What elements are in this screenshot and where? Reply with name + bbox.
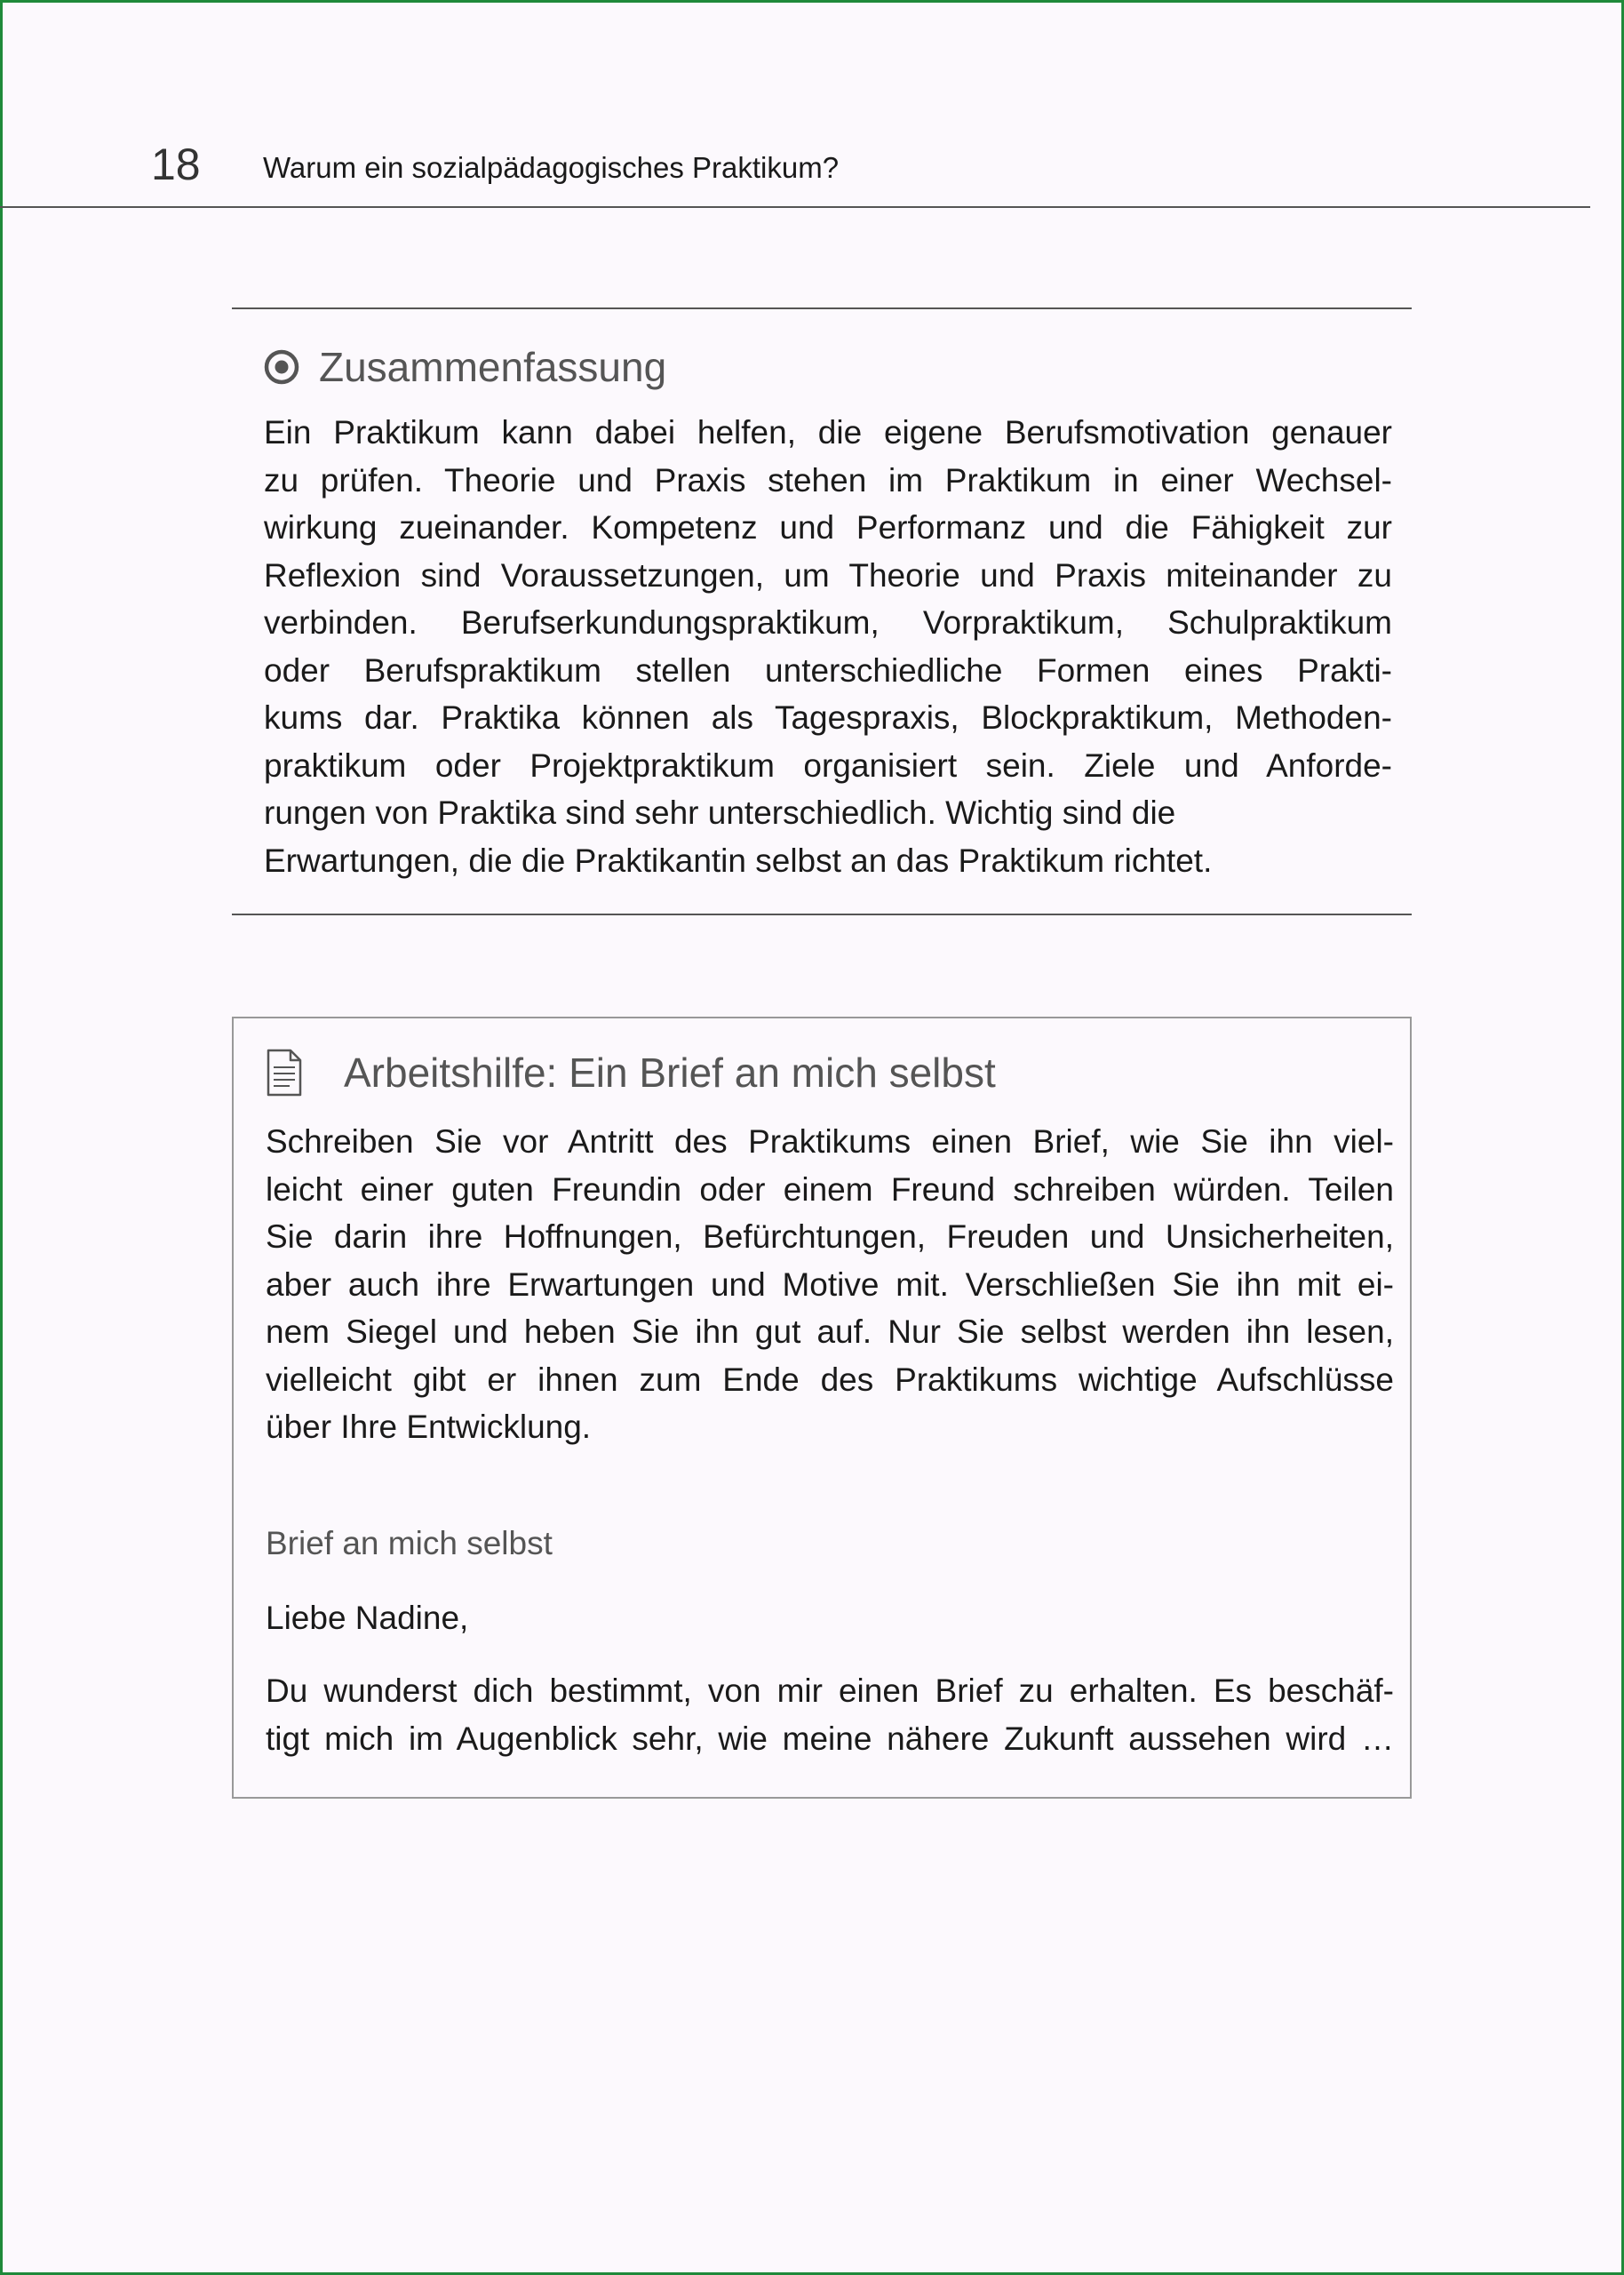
- summary-title: Zusammenfassung: [319, 344, 667, 390]
- target-icon: [264, 349, 299, 385]
- summary-heading: [264, 336, 666, 398]
- letter-line: Du wunderst dich bestimmt, von mir einen Brief zu erhalten. Es beschäf-: [266, 1672, 1394, 1709]
- page-number: 18: [151, 140, 201, 189]
- worksheet-line: Sie darin ihre Hoffnungen, Befürchtungen, Freuden und Unsicherheiten,: [266, 1218, 1394, 1255]
- summary-line: Reflexion sind Voraussetzungen, um Theorie und Praxis miteinander zu: [264, 556, 1392, 594]
- summary-section: [232, 307, 1412, 915]
- summary-line: Erwartungen, die die Praktikantin selbst an das Praktikum richtet.: [264, 842, 1213, 879]
- worksheet-box: [232, 1017, 1412, 1799]
- worksheet-title: Arbeitshilfe: Ein Brief an mich selbst: [344, 1050, 996, 1096]
- summary-line: wirkung zueinander. Kompetenz und Performanz und die Fähigkeit zur: [264, 509, 1392, 546]
- worksheet-line: leicht einer guten Freundin oder einem Freund schreiben würden. Teilen: [266, 1170, 1394, 1208]
- document-icon: [266, 1048, 303, 1098]
- summary-line: zu prüfen. Theorie und Praxis stehen im Praktikum in einer Wechsel-: [264, 461, 1392, 499]
- worksheet-line: nem Siegel und heben Sie ihn gut auf. Nur Sie selbst werden ihn lesen,: [266, 1313, 1394, 1350]
- running-title: Warum ein sozialpädagogisches Praktikum?: [263, 151, 840, 184]
- summary-line: oder Berufspraktikum stellen unterschiedliche Formen eines Prakti-: [264, 651, 1392, 689]
- summary-line: praktikum oder Projektpraktikum organisiert sein. Ziele und Anforde-: [264, 746, 1392, 784]
- running-header: [0, 133, 1590, 208]
- worksheet-line: über Ihre Entwicklung.: [266, 1409, 592, 1445]
- letter-paragraph: [266, 1667, 1394, 1762]
- summary-line: kums dar. Praktika können als Tagespraxis, Blockpraktikum, Methoden-: [264, 699, 1392, 736]
- worksheet-line: Schreiben Sie vor Antritt des Praktikums einen Brief, wie Sie ihn viel-: [266, 1123, 1394, 1160]
- summary-paragraph: [264, 409, 1392, 884]
- worksheet-paragraph: [266, 1118, 1394, 1451]
- worksheet-line: aber auch ihre Erwartungen und Motive mit. Verschließen Sie ihn mit ei-: [266, 1265, 1394, 1303]
- letter-subtitle: Brief an mich selbst: [266, 1525, 553, 1561]
- summary-line: verbinden. Berufserkundungspraktikum, Vorpraktikum, Schulpraktikum: [264, 604, 1392, 641]
- summary-line: Ein Praktikum kann dabei helfen, die eigene Berufsmotivation genauer: [264, 414, 1392, 451]
- worksheet-heading: [266, 1042, 996, 1104]
- summary-line: rungen von Praktika sind sehr unterschiedlich. Wichtig sind die: [264, 794, 1176, 831]
- worksheet-line: vielleicht gibt er ihnen zum Ende des Praktikums wichtige Aufschlüsse: [266, 1361, 1394, 1398]
- letter-salutation: Liebe Nadine,: [266, 1600, 469, 1636]
- letter-line: tigt mich im Augenblick sehr, wie meine nähere Zukunft aussehen wird …: [266, 1720, 1394, 1757]
